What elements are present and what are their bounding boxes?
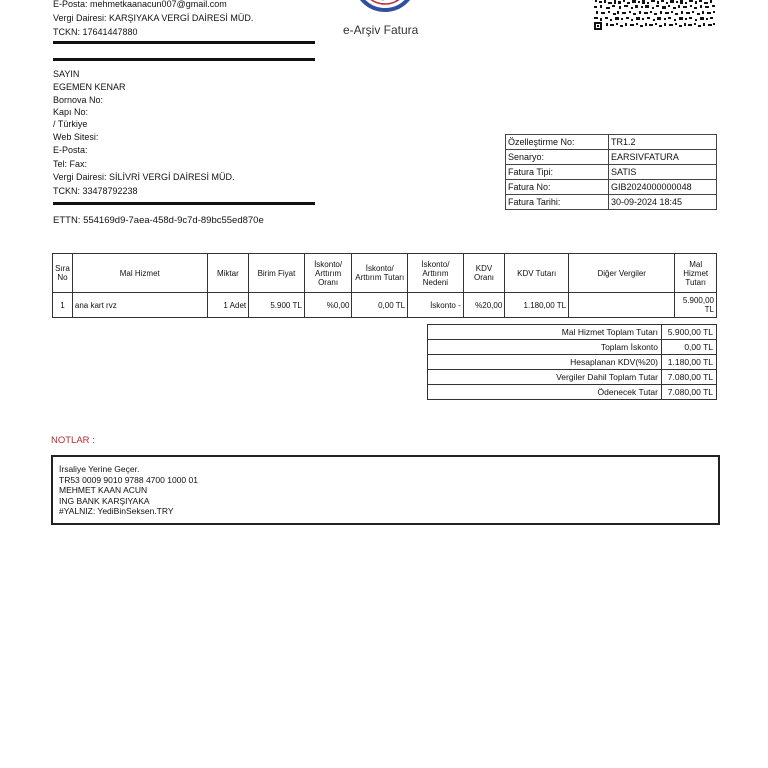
total-label: Vergiler Dahil Toplam Tutar bbox=[428, 370, 662, 385]
totals-row bbox=[428, 355, 717, 370]
cell-other-taxes bbox=[569, 293, 675, 318]
buyer-door: Kapı No: bbox=[53, 107, 89, 117]
meta-value: EARSIVFATURA bbox=[609, 150, 717, 165]
total-value: 5.900,00 TL bbox=[662, 325, 717, 340]
totals-row bbox=[428, 370, 717, 385]
col-header: Mal Hizmet bbox=[72, 254, 207, 293]
invoice-meta-table bbox=[505, 134, 717, 210]
cell-vat-rate: %20,00 bbox=[463, 293, 505, 318]
meta-row bbox=[506, 165, 717, 180]
total-value: 7.080,00 TL bbox=[662, 370, 717, 385]
notes-box bbox=[51, 455, 720, 525]
totals-row bbox=[428, 385, 717, 400]
meta-label: Fatura No: bbox=[506, 180, 609, 195]
col-header: İskonto/ Arttırım Nedeni bbox=[408, 254, 464, 293]
total-label: Mal Hizmet Toplam Tutarı bbox=[428, 325, 662, 340]
col-header: İskonto/ Arttırım Oranı bbox=[304, 254, 352, 293]
note-line: İrsaliye Yerine Geçer. bbox=[59, 464, 140, 474]
items-header-row bbox=[53, 254, 717, 293]
meta-row bbox=[506, 150, 717, 165]
total-value: 0,00 TL bbox=[662, 340, 717, 355]
buyer-greeting: SAYIN bbox=[53, 69, 80, 79]
col-header: KDV Tutarı bbox=[505, 254, 569, 293]
meta-row bbox=[506, 135, 717, 150]
items-table bbox=[52, 253, 717, 318]
total-label: Hesaplanan KDV(%20) bbox=[428, 355, 662, 370]
notes-title: NOTLAR : bbox=[51, 435, 95, 446]
meta-value: TR1.2 bbox=[609, 135, 717, 150]
document-type: e-Arşiv Fatura bbox=[343, 23, 419, 37]
buyer-email: E-Posta: bbox=[53, 145, 88, 155]
meta-value: GIB2024000000048 bbox=[609, 180, 717, 195]
logo-text bbox=[372, 0, 398, 1]
cell-item: ana kart rvz bbox=[72, 293, 207, 318]
total-value: 1.180,00 TL bbox=[662, 355, 717, 370]
buyer-tax-office: Vergi Dairesi: SİLİVRİ VERGİ DAİRESİ MÜD. bbox=[53, 172, 235, 182]
totals-row bbox=[428, 340, 717, 355]
buyer-country: / Türkiye bbox=[53, 119, 88, 129]
buyer-website: Web Sitesi: bbox=[53, 132, 99, 142]
cell-qty: 1 Adet bbox=[207, 293, 249, 318]
buyer-divider-bottom bbox=[53, 202, 315, 205]
buyer-phone: Tel: Fax: bbox=[53, 159, 88, 169]
meta-label: Fatura Tarihi: bbox=[506, 195, 609, 210]
seller-email: E-Posta: mehmetkaanacun007@gmail.com bbox=[53, 0, 227, 9]
meta-row bbox=[506, 180, 717, 195]
col-header: KDV Oranı bbox=[463, 254, 505, 293]
seller-divider bbox=[53, 41, 315, 44]
meta-label: Fatura Tipi: bbox=[506, 165, 609, 180]
col-header: Mal Hizmet Tutarı bbox=[675, 254, 717, 293]
col-header: Diğer Vergiler bbox=[569, 254, 675, 293]
cell-discount-reason: İskonto - bbox=[408, 293, 464, 318]
total-value: 7.080,00 TL bbox=[662, 385, 717, 400]
meta-label: Senaryo: bbox=[506, 150, 609, 165]
cell-no: 1 bbox=[53, 293, 73, 318]
ettn: ETTN: 554169d9-7aea-458d-9c7d-89bc55ed870e bbox=[53, 215, 264, 226]
col-header: Sıra No bbox=[53, 254, 73, 293]
buyer-divider-top bbox=[53, 58, 315, 61]
cell-vat-amount: 1.180,00 TL bbox=[505, 293, 569, 318]
note-line: MEHMET KAAN ACUN bbox=[59, 485, 148, 495]
seller-tax-office: Vergi Dairesi: KARŞIYAKA VERGİ DAİRESİ MÜD. bbox=[53, 13, 254, 23]
qr-code bbox=[594, 0, 716, 30]
gib-logo bbox=[340, 0, 430, 12]
meta-label: Özelleştirme No: bbox=[506, 135, 609, 150]
col-header: Birim Fiyat bbox=[249, 254, 305, 293]
note-line: ING BANK KARŞIYAKA bbox=[59, 495, 150, 506]
meta-value: SATIS bbox=[609, 165, 717, 180]
buyer-name: EGEMEN KENAR bbox=[53, 82, 126, 92]
seller-tckn: TCKN: 17641447880 bbox=[53, 27, 138, 37]
cell-unit-price: 5.900 TL bbox=[249, 293, 305, 318]
meta-value: 30-09-2024 18:45 bbox=[609, 195, 717, 210]
note-line: #YALNIZ: YediBinSeksen.TRY bbox=[59, 506, 174, 516]
total-label: Ödenecek Tutar bbox=[428, 385, 662, 400]
meta-row bbox=[506, 195, 717, 210]
buyer-address: Bornova No: bbox=[53, 95, 104, 105]
table-row bbox=[53, 293, 717, 318]
cell-line-total: 5.900,00 TL bbox=[675, 293, 717, 318]
total-label: Toplam İskonto bbox=[428, 340, 662, 355]
cell-discount-rate: %0,00 bbox=[304, 293, 352, 318]
note-line: TR53 0009 9010 9788 4700 1000 01 bbox=[59, 474, 198, 485]
totals-row bbox=[428, 325, 717, 340]
cell-discount-amount: 0,00 TL bbox=[352, 293, 408, 318]
col-header: İskonto/ Arttırım Tutarı bbox=[352, 254, 408, 293]
buyer-tckn: TCKN: 33478792238 bbox=[53, 186, 138, 196]
col-header: Miktar bbox=[207, 254, 249, 293]
totals-table bbox=[427, 324, 717, 400]
